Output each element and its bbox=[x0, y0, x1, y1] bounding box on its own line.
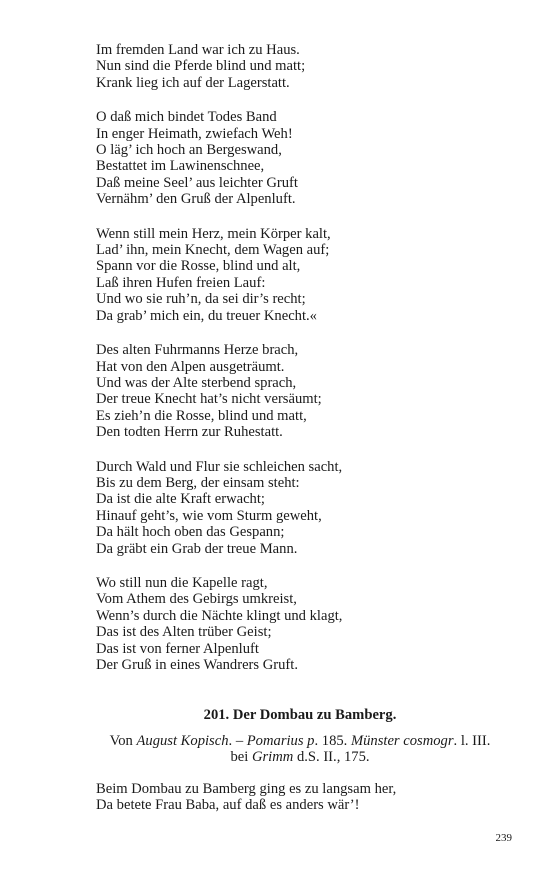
stanza bbox=[96, 459, 516, 557]
stanza bbox=[96, 226, 516, 324]
citation-text: . – bbox=[228, 733, 247, 749]
verse-line: Vom Athem des Gebirgs umkreist, bbox=[96, 591, 297, 608]
page-number: 239 bbox=[495, 832, 512, 844]
verse-line: Das ist des Alten trüber Geist; bbox=[96, 624, 272, 641]
verse-line: Hinauf geht’s, wie vom Sturm geweht, bbox=[96, 507, 322, 524]
citation-text: . 185. bbox=[314, 733, 351, 749]
verse-line: Durch Wald und Flur sie schleichen sacht, bbox=[96, 458, 343, 475]
citation-line bbox=[0, 733, 550, 749]
verse-line: Lad’ ihn, mein Knecht, dem Wagen auf; bbox=[96, 242, 330, 259]
verse-line: Da gräbt ein Grab der treue Mann. bbox=[96, 540, 298, 557]
citation-text: Von bbox=[109, 733, 137, 749]
stanza bbox=[96, 109, 516, 207]
verse-line: O läg’ ich hoch an Bergeswand, bbox=[96, 142, 282, 159]
verse-line: Es zieh’n die Rosse, blind und matt, bbox=[96, 407, 307, 424]
poem-opening bbox=[96, 781, 396, 814]
verse-line: Spann vor die Rosse, blind und alt, bbox=[96, 258, 301, 275]
verse-line: Beim Dombau zu Bamberg ging es zu langsam her, bbox=[96, 781, 397, 797]
poem-body bbox=[96, 42, 516, 691]
verse-line: Und wo sie ruh’n, da sei dir’s recht; bbox=[96, 291, 306, 308]
verse-line: Nun sind die Pferde blind und matt; bbox=[96, 58, 306, 75]
verse-line: Wo still nun die Kapelle ragt, bbox=[96, 574, 268, 591]
stanza bbox=[96, 342, 516, 440]
citation-author: Grimm bbox=[251, 749, 294, 766]
verse-line: Das ist von ferner Alpenluft bbox=[96, 640, 259, 657]
verse-line: Hat von den Alpen ausgeträumt. bbox=[96, 358, 285, 375]
verse-line: Der Gruß in eines Wandrers Gruft. bbox=[96, 657, 298, 673]
verse-line: Da ist die alte Kraft erwacht; bbox=[96, 491, 265, 508]
verse-line: Da hält hoch oben das Gespann; bbox=[96, 524, 285, 541]
verse-line: Den todten Herrn zur Ruhestatt. bbox=[96, 424, 283, 441]
verse-line: Des alten Fuhrmanns Herze brach, bbox=[96, 342, 299, 359]
section-heading: 201. Der Dombau zu Bamberg. bbox=[203, 707, 397, 723]
verse-line: Im fremden Land war ich zu Haus. bbox=[96, 42, 300, 58]
verse-line: Laß ihren Hufen freien Lauf: bbox=[96, 274, 266, 291]
source-citation bbox=[0, 733, 550, 766]
citation-text: d.S. II., 175. bbox=[293, 749, 370, 766]
citation-text: . l. III. bbox=[453, 733, 491, 749]
stanza bbox=[96, 575, 516, 673]
stanza bbox=[96, 42, 516, 91]
verse-line: Vernähm’ den Gruß der Alpenluft. bbox=[96, 191, 296, 208]
verse-line: Bestattet im Lawinenschnee, bbox=[96, 158, 265, 175]
verse-line: Wenn still mein Herz, mein Körper kalt, bbox=[96, 225, 331, 242]
verse-line: O daß mich bindet Todes Band bbox=[96, 109, 277, 126]
verse-line: Und was der Alte sterbend sprach, bbox=[96, 374, 297, 391]
verse-line: Krank lieg ich auf der Lagerstatt. bbox=[96, 74, 290, 91]
verse-line: Wenn’s durch die Nächte klingt und klagt, bbox=[96, 607, 343, 624]
verse-line: Da betete Frau Baba, auf daß es anders wär’! bbox=[96, 797, 360, 814]
citation-text: bei bbox=[230, 749, 252, 766]
verse-line: Da grab’ mich ein, du treuer Knecht.« bbox=[96, 307, 317, 324]
citation-line bbox=[0, 749, 550, 765]
verse-line: Bis zu dem Berg, der einsam steht: bbox=[96, 474, 300, 491]
verse-line: Der treue Knecht hat’s nicht versäumt; bbox=[96, 391, 322, 408]
citation-work: Pomarius p bbox=[246, 733, 315, 749]
verse-line: Daß meine Seel’ aus leichter Gruft bbox=[96, 174, 298, 191]
citation-work: Münster cosmogr bbox=[350, 733, 454, 749]
citation-author: August Kopisch bbox=[136, 733, 229, 749]
verse-line: In enger Heimath, zwiefach Weh! bbox=[96, 125, 293, 142]
